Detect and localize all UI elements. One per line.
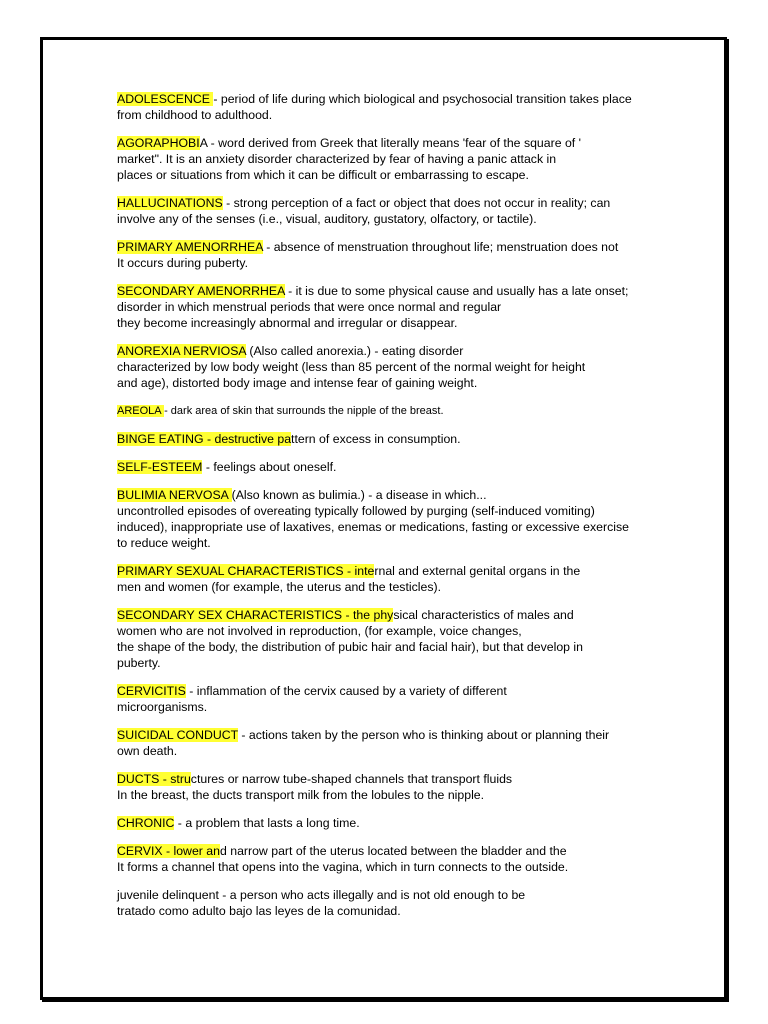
entry-line [117, 503, 668, 519]
entry-line [117, 151, 668, 167]
definition-text: characterized by low body weight (less than 85 percent of the normal weight for height [117, 360, 586, 374]
glossary-entry [117, 283, 668, 331]
definition-text: - it is due to some physical cause and usually has a late onset; [284, 284, 629, 298]
entry-line [117, 431, 668, 447]
entry-line [117, 787, 668, 803]
highlighted-term: BINGE EATING - destructive pa [117, 432, 292, 446]
highlighted-term: SUICIDAL CONDUCT [117, 728, 238, 742]
highlighted-term: HALLUCINATIONS [117, 196, 223, 210]
definition-text: to reduce weight. [117, 536, 211, 550]
definition-text: the shape of the body, the distribution of pubic hair and facial hair), but that develop in [117, 640, 583, 654]
definition-text: puberty. [117, 656, 161, 670]
entry-line [117, 167, 668, 183]
definition-text: In the breast, the ducts transport milk from the lobules to the nipple. [117, 788, 485, 802]
definition-text: women who are not involved in reproduction, (for example, voice changes, [117, 624, 522, 638]
definition-text: It forms a channel that opens into the vagina, which in turn connects to the outside. [117, 860, 569, 874]
definition-text: disorder in which menstrual periods that were once normal and regular [117, 300, 502, 314]
entry-line [117, 375, 668, 391]
definition-text: they become increasingly abnormal and irregular or disappear. [117, 316, 458, 330]
definition-text: - actions taken by the person who is thinking about or planning their [237, 728, 610, 742]
entry-line [117, 903, 668, 919]
definition-text: (Also known as bulimia.) - a disease in which... [231, 488, 487, 502]
entry-line [117, 535, 668, 551]
glossary-entry [117, 887, 668, 919]
glossary-entry [117, 403, 668, 419]
entry-line [117, 771, 668, 787]
highlighted-term: ADOLESCENCE [117, 92, 214, 106]
glossary-entry [117, 607, 668, 671]
definition-text: men and women (for example, the uterus and the testicles). [117, 580, 441, 594]
entry-line [117, 639, 668, 655]
highlighted-term: AREOLA [117, 405, 165, 417]
definition-text: places or situations from which it can be difficult or embarrassing to escape. [117, 168, 529, 182]
highlighted-term: AGORAPHOBI [117, 136, 200, 150]
definition-text: own death. [117, 744, 178, 758]
definition-text: - a problem that lasts a long time. [174, 816, 360, 830]
glossary-entry [117, 771, 668, 803]
entry-line [117, 195, 668, 211]
entry-line [117, 239, 668, 255]
definition-text: microorganisms. [117, 700, 208, 714]
glossary-entry [117, 727, 668, 759]
definition-text: ttern of excess in consumption. [291, 432, 461, 446]
entry-line [117, 887, 668, 903]
highlighted-term: SECONDARY AMENORRHEA [117, 284, 285, 298]
highlighted-term: CERVICITIS [117, 684, 186, 698]
highlighted-term: DUCTS - stru [117, 772, 191, 786]
definition-text: tratado como adulto bajo las leyes de la comunidad. [117, 904, 401, 918]
highlighted-term: CHRONIC [117, 816, 175, 830]
glossary-entry [117, 195, 668, 227]
definition-text: It occurs during puberty. [117, 256, 249, 270]
entry-line [117, 579, 668, 595]
entry-line [117, 859, 668, 875]
definition-text: - feelings about oneself. [202, 460, 337, 474]
entry-line [117, 283, 668, 299]
glossary-entry [117, 239, 668, 271]
highlighted-term: PRIMARY AMENORRHEA [117, 240, 263, 254]
entry-line [117, 699, 668, 715]
definition-text: - inflammation of the cervix caused by a variety of different [185, 684, 507, 698]
definition-text: d narrow part of the uterus located between the bladder and the [219, 844, 567, 858]
entry-line [117, 607, 668, 623]
entry-line [117, 655, 668, 671]
entry-line [117, 815, 668, 831]
entry-line [117, 519, 668, 535]
definition-text: market". It is an anxiety disorder characterized by fear of having a panic attack in [117, 152, 557, 166]
glossary-entry [117, 91, 668, 123]
highlighted-term: BULIMIA NERVOSA [117, 488, 232, 502]
glossary-entry [117, 563, 668, 595]
entry-line [117, 107, 668, 123]
entry-line [117, 403, 668, 419]
glossary-entry [117, 487, 668, 551]
definition-text: involve any of the senses (i.e., visual, auditory, gustatory, olfactory, or tactile). [117, 212, 537, 226]
entry-line [117, 683, 668, 699]
entry-line [117, 487, 668, 503]
definition-text: juvenile delinquent - a person who acts illegally and is not old enough to be [117, 888, 526, 902]
entry-line [117, 135, 668, 151]
glossary-entry [117, 459, 668, 475]
definition-text: from childhood to adulthood. [117, 108, 273, 122]
definition-text: A - word derived from Greek that literally means 'fear of the square of ' [199, 136, 581, 150]
definition-text: - period of life during which biological and psychosocial transition takes place [213, 92, 632, 106]
entry-line [117, 743, 668, 759]
entry-line [117, 563, 668, 579]
definition-text: uncontrolled episodes of overeating typically followed by purging (self-induced vomiting) [117, 504, 595, 518]
entry-line [117, 211, 668, 227]
glossary [117, 91, 668, 931]
definition-text: - strong perception of a fact or object that does not occur in reality; can [222, 196, 611, 210]
definition-text: ctures or narrow tube-shaped channels that transport fluids [190, 772, 513, 786]
definition-text: induced), inappropriate use of laxatives, enemas or medications, fasting or excessive exercise [117, 520, 629, 534]
entry-line [117, 255, 668, 271]
entry-line [117, 299, 668, 315]
glossary-entry [117, 135, 668, 183]
entry-line [117, 359, 668, 375]
entry-line [117, 315, 668, 331]
definition-text: rnal and external genital organs in the [374, 564, 581, 578]
glossary-entry [117, 843, 668, 875]
entry-line [117, 343, 668, 359]
highlighted-term: ANOREXIA NERVIOSA [117, 344, 246, 358]
definition-text: - absence of menstruation throughout life; menstruation does not [262, 240, 619, 254]
glossary-entry [117, 683, 668, 715]
entry-line [117, 91, 668, 107]
highlighted-term: PRIMARY SEXUAL CHARACTERISTICS - inte [117, 564, 375, 578]
highlighted-term: CERVIX - lower an [117, 844, 220, 858]
glossary-entry [117, 815, 668, 831]
entry-line [117, 843, 668, 859]
definition-text: - dark area of skin that surrounds the nipple of the breast. [164, 405, 444, 417]
entry-line [117, 459, 668, 475]
glossary-entry [117, 343, 668, 391]
definition-text: sical characteristics of males and [393, 608, 574, 622]
entry-line [117, 727, 668, 743]
highlighted-term: SELF-ESTEEM [117, 460, 203, 474]
definition-text: (Also called anorexia.) - eating disorder [245, 344, 464, 358]
definition-text: and age), distorted body image and intense fear of gaining weight. [117, 376, 478, 390]
glossary-entry [117, 431, 668, 447]
entry-line [117, 623, 668, 639]
highlighted-term: SECONDARY SEX CHARACTERISTICS - the phy [117, 608, 394, 622]
